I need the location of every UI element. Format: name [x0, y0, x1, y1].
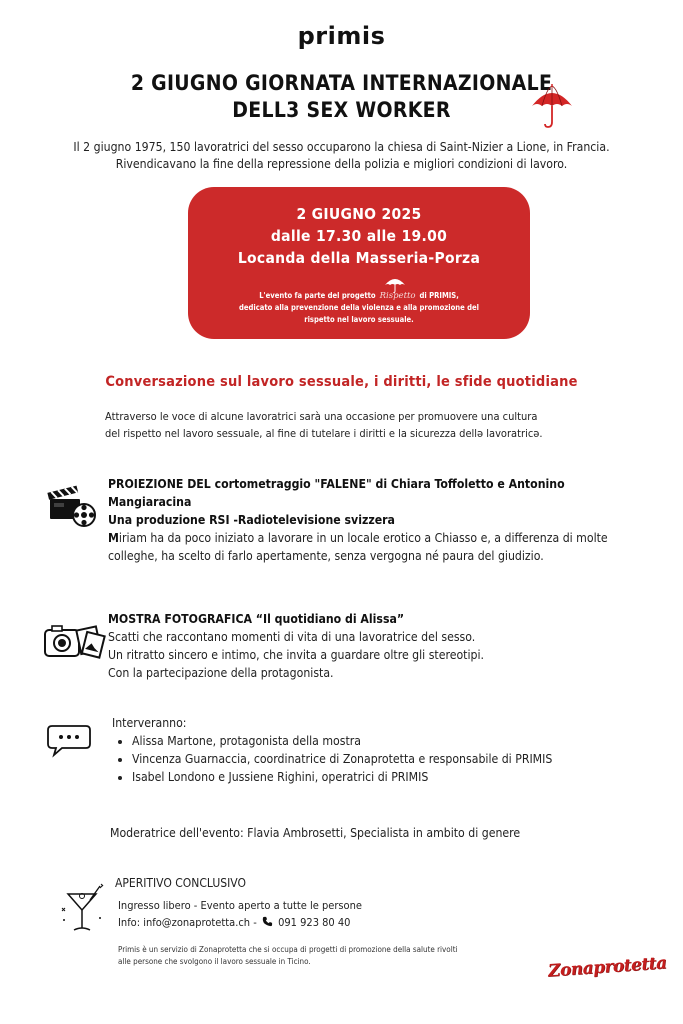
- contact-line: [118, 914, 362, 931]
- aperitivo-heading: APERITIVO CONCLUSIVO: [115, 876, 246, 890]
- intro-line-1: Il 2 giugno 1975, 150 lavoratrici del sesso occuparono la chiesa di Saint-Nizier a Lione, in Francia.: [73, 140, 610, 154]
- exhibition-section: [108, 610, 648, 682]
- description-line-2: del rispetto nel lavoro sessuale, al fine di tutelare i diritti e la sicurezza dellə lavoratricə.: [105, 427, 543, 440]
- speakers-section: [112, 714, 652, 786]
- info-block: [118, 897, 362, 931]
- exhibition-line-3: Con la partecipazione della protagonista.: [108, 666, 334, 680]
- event-date: 2 GIUGNO 2025: [296, 205, 422, 223]
- projection-text: [108, 529, 648, 565]
- title-line-1: 2 GIUGNO GIORNATA INTERNAZIONALE: [130, 71, 553, 95]
- speaker-item: • Isabel Londono e Jussiene Righini, operatrici di PRIMIS: [132, 768, 652, 786]
- projection-production: Una produzione RSI -Radiotelevisione svizzera: [108, 513, 395, 527]
- exhibition-line-1: Scatti che raccontano momenti di vita di una lavoratrice del sesso.: [108, 630, 476, 644]
- event-time: dalle 17.30 alle 19.00: [270, 227, 448, 245]
- note-line-3: rispetto nel lavoro sessuale.: [304, 315, 414, 324]
- projection-body: iriam ha da poco iniziato a lavorare in un locale erotico a Chiasso e, a differenza di molte colleghe, ha scelto di farlo apertamente, senza vergogna né paura del giudizio.: [108, 531, 608, 563]
- contact-email: Info: info@zonaprotetta.ch -: [118, 916, 257, 929]
- drop-cap: M: [108, 531, 119, 545]
- footer-line-2: alle persone che svolgono il lavoro sessuale in Ticino.: [118, 957, 311, 966]
- cocktail-icon: [60, 880, 110, 936]
- section-subtitle: Conversazione sul lavoro sessuale, i diritti, le sfide quotidiane: [105, 374, 578, 390]
- note-line-2: dedicato alla prevenzione della violenza e alla promozione del: [238, 303, 480, 312]
- phone-icon: [262, 916, 273, 927]
- film-icon: [46, 482, 98, 532]
- umbrella-icon: [528, 82, 576, 130]
- intro-line-2: Rivendicavano la fine della repressione della polizia e migliori condizioni di lavoro.: [115, 157, 568, 171]
- event-place: Locanda della Masseria-Porza: [237, 249, 481, 267]
- primis-logo: primis: [297, 22, 386, 50]
- rispetto-logo: Rispetto: [379, 291, 416, 301]
- event-box: [188, 187, 530, 339]
- speakers-heading: Interveranno:: [112, 716, 187, 730]
- speaker-item: • Alissa Martone, protagonista della mostra: [132, 732, 652, 750]
- description: [105, 408, 625, 442]
- entry-text: Ingresso libero - Evento aperto a tutte le persone: [118, 899, 362, 912]
- speakers-list: [112, 732, 652, 786]
- exhibition-heading: MOSTRA FOTOGRAFICA “Il quotidiano di Alissa”: [108, 612, 405, 626]
- footer-line-1: Primis è un servizio di Zonaprotetta che si occupa di progetti di promozione della salute rivolti: [118, 945, 458, 954]
- projection-section: [108, 475, 648, 565]
- description-line-1: Attraverso le voce di alcune lavoratrici sarà una occasione per promuovere una cultura: [105, 410, 538, 423]
- speech-bubble-icon: [46, 722, 92, 758]
- footer-text: [118, 944, 548, 968]
- note-before: L'evento fa parte del progetto: [259, 291, 376, 300]
- camera-icon: [44, 620, 106, 664]
- speaker-item: • Vincenza Guarnaccia, coordinatrice di Zonaprotetta e responsabile di PRIMIS: [132, 750, 652, 768]
- contact-phone: 091 923 80 40: [278, 916, 351, 929]
- note-after: di PRIMIS,: [419, 291, 459, 300]
- moderator-text: Moderatrice dell'evento: Flavia Ambrosetti, Specialista in ambito di genere: [110, 826, 521, 840]
- intro-text: [40, 139, 643, 173]
- title-line-2: DELL3 SEX WORKER: [232, 98, 451, 122]
- page-title: [0, 70, 683, 124]
- event-note: [188, 290, 530, 326]
- zonaprotetta-logo: Zonaprotetta: [547, 953, 668, 982]
- exhibition-line-2: Un ritratto sincero e intimo, che invita a guardare oltre gli stereotipi.: [108, 648, 484, 662]
- projection-heading: PROIEZIONE DEL cortometraggio "FALENE" di Chiara Toffoletto e Antonino Mangiaracina: [108, 477, 565, 509]
